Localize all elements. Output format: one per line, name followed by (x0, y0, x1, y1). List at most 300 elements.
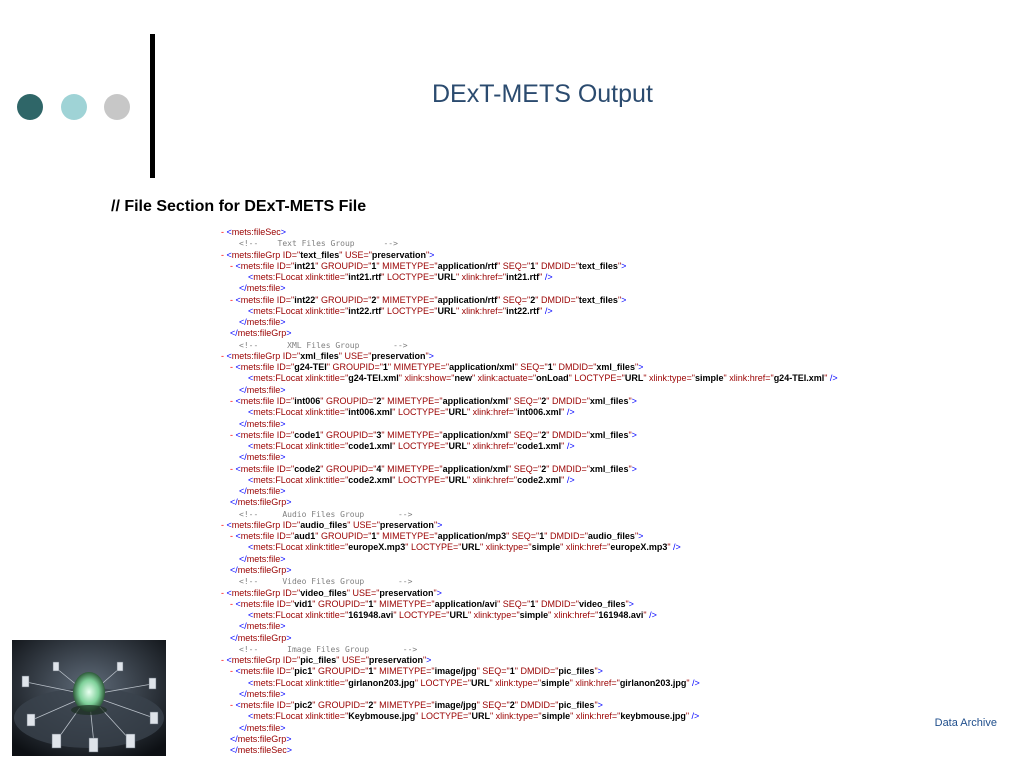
xml-token: xlink:title=" (302, 474, 349, 485)
xml-token: " GROUPID=" (315, 260, 372, 271)
xml-token: xlink:title=" (302, 272, 349, 283)
xml-token: </ (230, 564, 238, 575)
decor-dot-light (61, 94, 87, 120)
xml-token: <!-- Video Files Group --> (239, 577, 413, 587)
xml-token: > (280, 688, 286, 699)
xml-token: " LOCTYPE=" (381, 305, 438, 316)
collapse-toggle[interactable]: - (230, 598, 236, 609)
xml-token: mets:fileGrp (231, 655, 281, 666)
collapse-toggle[interactable]: - (230, 362, 236, 373)
xml-token: " LOCTYPE=" (392, 441, 449, 452)
xml-token: > (597, 700, 603, 711)
xml-token: /> (542, 272, 553, 283)
xml-token: ID=" (274, 700, 295, 711)
xml-token: vid1 (294, 598, 313, 609)
xml-token: application/mp3 (437, 531, 507, 542)
xml-token: " (667, 542, 671, 553)
xml-token: " (634, 362, 639, 373)
xml-token: 1 (371, 260, 377, 271)
xml-line (221, 272, 1011, 283)
xml-token: " LOCTYPE=" (405, 542, 462, 553)
xml-token: 1 (371, 531, 377, 542)
xml-token: > (621, 294, 627, 305)
xml-token: 1 (382, 362, 388, 373)
xml-token: > (286, 745, 293, 756)
xml-token: </ (239, 317, 247, 328)
collapse-toggle[interactable]: - (221, 249, 227, 260)
xml-token: " xlink:href=" (466, 474, 518, 485)
xml-token: ID=" (274, 598, 295, 609)
xml-token: " MIMETYPE=" (373, 700, 435, 711)
xml-token: </ (239, 621, 247, 632)
xml-token: " xlink:href=" (723, 373, 774, 384)
xml-token: < (235, 700, 241, 711)
xml-token: " (561, 474, 565, 485)
xml-token: " xlink:href=" (455, 305, 507, 316)
xml-token: " GROUPID=" (312, 666, 369, 677)
xml-token: > (280, 384, 286, 395)
xml-token: mets:file (246, 722, 281, 733)
xml-token: mets:file (246, 317, 281, 328)
xml-line (221, 711, 1011, 722)
xml-token: ID=" (274, 362, 295, 373)
xml-token: </ (239, 452, 247, 463)
xml-token: > (286, 733, 292, 744)
xml-token: int22 (294, 294, 316, 305)
xml-token: " DMDID=" (544, 531, 588, 542)
xml-token: URL (449, 610, 468, 621)
xml-line (221, 407, 1011, 418)
xml-token: > (280, 722, 286, 733)
xml-token: mets:file (246, 283, 281, 294)
xml-token: > (280, 553, 286, 564)
xml-token: > (280, 317, 286, 328)
collapse-toggle[interactable]: - (230, 294, 236, 305)
xml-token: > (286, 497, 292, 508)
xml-token: " DMDID=" (546, 429, 590, 440)
collapse-toggle[interactable]: - (221, 655, 227, 666)
xml-token: " xlink:href=" (570, 711, 621, 722)
xml-token: </ (239, 486, 247, 497)
xml-token: europeX.mp3 (610, 542, 668, 553)
xml-token: </ (239, 688, 247, 699)
xml-token: xlink:title=" (302, 677, 349, 688)
xml-token: ID=" (274, 395, 295, 406)
xml-token: < (248, 407, 254, 418)
xml-token: " DMDID=" (546, 463, 590, 474)
xml-token: URL (437, 305, 456, 316)
xml-token: < (226, 519, 232, 530)
xml-token: 1 (368, 666, 374, 677)
xml-token: code2 (294, 463, 321, 474)
xml-token: preservation (379, 519, 434, 530)
xml-token: " xlink:href=" (466, 407, 518, 418)
xml-token: /> (564, 474, 575, 485)
xml-line (221, 328, 1011, 339)
xml-token: 1 (547, 362, 553, 373)
xml-token: " GROUPID=" (315, 294, 372, 305)
xml-line (221, 633, 1011, 644)
xml-token: mets:fileSec (231, 227, 281, 237)
xml-token: mets:fileGrp (237, 497, 287, 508)
xml-line (221, 385, 1011, 396)
data-archive-logo: Data Archive (934, 717, 997, 729)
xml-line (221, 430, 1011, 441)
xml-token: < (248, 441, 254, 452)
xml-token: " (594, 666, 598, 677)
xml-line (221, 655, 1011, 666)
xml-token: simple (695, 373, 724, 384)
xml-token: <!-- XML Files Group --> (239, 340, 408, 350)
xml-token: > (286, 328, 292, 339)
xml-token: " GROUPID=" (315, 531, 372, 542)
xml-token: < (235, 666, 241, 677)
xml-token: " (539, 305, 543, 316)
xml-token: URL (471, 711, 490, 722)
xml-listing (221, 227, 1011, 756)
xml-token: " SEQ=" (476, 700, 510, 711)
collapse-toggle[interactable]: - (230, 463, 236, 474)
xml-token: " GROUPID=" (320, 395, 377, 406)
xml-token: URL (624, 373, 644, 384)
xml-token: 1 (530, 598, 536, 609)
xml-token: " (628, 395, 632, 406)
xml-token: int22.rtf (506, 305, 540, 316)
xml-token: g24-TEI.xml (348, 373, 399, 384)
xml-token: " (594, 700, 598, 711)
xml-token: " (643, 610, 647, 621)
xml-token: mets:FLocat (253, 474, 303, 485)
xml-token: " LOCTYPE=" (415, 711, 472, 722)
xml-token: " SEQ=" (508, 463, 542, 474)
xml-token: > (436, 587, 442, 598)
xml-token: " (685, 711, 690, 722)
collapse-toggle[interactable]: - (221, 519, 227, 530)
xml-token: < (235, 260, 241, 271)
xml-line (221, 464, 1011, 475)
xml-token: mets:file (246, 553, 281, 564)
xml-token: mets:file (240, 260, 275, 271)
xml-token: mets:fileGrp (237, 564, 287, 575)
xml-token: ID=" (280, 587, 301, 598)
xml-line (221, 542, 1011, 553)
xml-token: xlink:title=" (302, 441, 349, 452)
xml-token: " MIMETYPE=" (373, 666, 435, 677)
xml-token: 1 (368, 598, 374, 609)
xml-token: " DMDID=" (535, 260, 579, 271)
xml-line (221, 351, 1011, 362)
xml-token: application/xml (442, 463, 509, 474)
xml-token: application/xml (442, 429, 509, 440)
xml-token: < (248, 373, 254, 384)
xml-token: mets:FLocat (253, 373, 303, 384)
xml-token: > (631, 463, 637, 474)
collapse-toggle[interactable]: - (230, 700, 236, 711)
xml-token: ID=" (274, 463, 295, 474)
xml-token: keybmouse.jpg (620, 711, 686, 722)
xml-token: " xlink:type=" (467, 610, 520, 621)
xml-token: mets:file (246, 384, 281, 395)
xml-token: xlink:title=" (302, 305, 349, 316)
xml-token: new (454, 373, 472, 384)
xml-token: < (248, 677, 254, 688)
xml-token: text_files (578, 260, 618, 271)
xml-token: /> (564, 407, 575, 418)
xml-token: ID=" (280, 350, 301, 361)
xml-token: mets:file (246, 486, 281, 497)
xml-token: mets:FLocat (253, 407, 303, 418)
xml-token: int006 (294, 395, 321, 406)
xml-token: /> (827, 373, 838, 384)
xml-token: simple (519, 610, 549, 621)
xml-token: > (280, 452, 286, 463)
xml-token: int006.xml (517, 407, 562, 418)
xml-line (221, 745, 1011, 756)
collapse-toggle[interactable]: - (221, 227, 227, 237)
collapse-toggle[interactable]: - (221, 587, 227, 598)
xml-token: > (638, 531, 644, 542)
xml-token: mets:fileGrp (231, 519, 281, 530)
xml-token: pic_files (300, 655, 337, 666)
collapse-toggle[interactable]: - (230, 666, 236, 677)
xml-token: int22.rtf (348, 305, 382, 316)
xml-token: > (631, 395, 637, 406)
xml-token: URL (437, 272, 456, 283)
xml-token: " GROUPID=" (320, 463, 377, 474)
xml-token: ID=" (274, 666, 295, 677)
xml-token: > (286, 564, 292, 575)
xml-token: URL (448, 441, 467, 452)
xml-line (221, 689, 1011, 700)
xml-token: > (638, 362, 644, 373)
xml-token: <!-- Image Files Group --> (239, 644, 418, 654)
xml-token: int006.xml (348, 407, 393, 418)
xml-token: " SEQ=" (497, 294, 531, 305)
xml-token: <!-- Audio Files Group --> (239, 509, 413, 519)
xml-token: " USE=" (338, 350, 372, 361)
xml-token: application/rtf (437, 260, 498, 271)
xml-token: 2 (509, 700, 515, 711)
xml-token: " (628, 463, 632, 474)
xml-token: application/avi (434, 598, 498, 609)
xml-token: xlink:title=" (302, 711, 349, 722)
xml-token: " LOCTYPE=" (414, 677, 471, 688)
xml-token: " xlink:href=" (560, 542, 611, 553)
xml-line (221, 441, 1011, 452)
collapse-toggle[interactable]: - (230, 395, 236, 406)
xml-token: xlink:title=" (302, 610, 349, 621)
xml-token: " GROUPID=" (320, 429, 377, 440)
xml-token: " (433, 519, 438, 530)
xml-token: " (634, 531, 639, 542)
xml-token: < (248, 305, 254, 316)
xml-token: mets:file (246, 418, 281, 429)
xml-line (221, 554, 1011, 565)
xml-line (221, 475, 1011, 486)
xml-token: < (248, 474, 254, 485)
xml-token: pic_files (558, 700, 595, 711)
xml-token: < (235, 429, 241, 440)
xml-token: /> (670, 542, 681, 553)
xml-token: " SEQ=" (508, 429, 542, 440)
xml-token: mets:file (240, 666, 275, 677)
xml-token: " xlink:href=" (466, 441, 518, 452)
xml-token: " xlink:type=" (489, 677, 542, 688)
xml-token: mets:fileGrp (231, 249, 281, 260)
xml-line (221, 295, 1011, 306)
xml-token: " MIMETYPE=" (376, 531, 438, 542)
xml-token: mets:file (240, 294, 275, 305)
xml-token: 1 (530, 260, 536, 271)
xml-token: " xlink:href=" (548, 610, 599, 621)
xml-token: < (226, 227, 232, 237)
xml-token: xml_files (589, 463, 629, 474)
collapse-toggle[interactable]: - (230, 429, 236, 440)
xml-token: int21 (294, 260, 316, 271)
xml-token: > (621, 260, 627, 271)
xml-token: </ (230, 328, 238, 339)
section-heading: // File Section for DExT-METS File (111, 198, 367, 215)
xml-line (221, 396, 1011, 407)
xml-token: girlanon203.jpg (348, 677, 415, 688)
xml-token: URL (470, 677, 490, 688)
xml-line (221, 666, 1011, 677)
xml-token: < (248, 610, 254, 621)
collapse-toggle[interactable]: - (230, 531, 236, 542)
xml-token: " DMDID=" (514, 700, 559, 711)
xml-token: pic2 (294, 700, 313, 711)
xml-line (221, 261, 1011, 272)
xml-token: g24-TEI.xml (773, 373, 825, 384)
xml-token: " (617, 294, 622, 305)
xml-token: < (248, 542, 254, 553)
xml-token: < (226, 350, 232, 361)
xml-token: " USE=" (346, 587, 380, 598)
xml-line (221, 734, 1011, 745)
xml-token: </ (239, 418, 247, 429)
xml-token: " GROUPID=" (312, 700, 369, 711)
xml-line (221, 486, 1011, 497)
xml-token: " SEQ=" (506, 531, 540, 542)
xml-token: pic1 (294, 666, 313, 677)
xml-token: < (226, 655, 232, 666)
xml-token: </ (239, 283, 247, 294)
xml-token: mets:fileGrp (231, 350, 281, 361)
xml-token: mets:file (240, 463, 275, 474)
decor-dot-dark (17, 94, 43, 120)
xml-line (221, 362, 1011, 373)
xml-token: " DMDID=" (552, 362, 597, 373)
slide-title: DExT-METS Output (432, 80, 653, 108)
xml-token: " DMDID=" (514, 666, 559, 677)
xml-token: mets:file (240, 395, 275, 406)
xml-token: " (425, 350, 429, 361)
collapse-toggle[interactable]: - (230, 260, 236, 271)
xml-line (221, 576, 1011, 587)
xml-line (221, 250, 1011, 261)
xml-token: > (426, 655, 432, 666)
xml-line (221, 340, 1011, 351)
xml-line (221, 419, 1011, 430)
xml-token: " USE=" (347, 519, 380, 530)
xml-token: " LOCTYPE=" (381, 272, 438, 283)
xml-token: code1.xml (517, 441, 562, 452)
xml-token: " (539, 272, 543, 283)
xml-token: " (628, 429, 632, 440)
xml-token: < (248, 711, 254, 722)
xml-token: preservation (371, 249, 426, 260)
xml-token: application/xml (449, 362, 515, 373)
xml-token: mets:fileSec (237, 745, 287, 756)
decor-dot-gray (104, 94, 130, 120)
xml-token: " LOCTYPE=" (392, 474, 449, 485)
xml-token: mets:FLocat (253, 305, 303, 316)
xml-token: " xlink:type=" (643, 373, 695, 384)
xml-token: g24-TEI (294, 362, 327, 373)
xml-token: audio_files (300, 519, 348, 530)
xml-token: mets:FLocat (253, 542, 303, 553)
xml-token: < (235, 531, 241, 542)
xml-token: mets:file (246, 621, 281, 632)
xml-token: < (226, 587, 232, 598)
xml-token: > (628, 598, 634, 609)
xml-token: ID=" (280, 249, 301, 260)
xml-token: " MIMETYPE=" (381, 463, 443, 474)
xml-token: ID=" (274, 294, 295, 305)
collapse-toggle[interactable]: - (221, 350, 227, 361)
xml-token: simple (541, 677, 570, 688)
xml-token: " (561, 407, 565, 418)
xml-line (221, 227, 1011, 238)
network-hub-illustration (12, 640, 166, 756)
xml-token: image/jpg (434, 700, 477, 711)
xml-token: xlink:title=" (302, 407, 349, 418)
xml-token: text_files (300, 249, 340, 260)
xml-token: 2 (541, 395, 547, 406)
xml-token: mets:file (246, 688, 281, 699)
xml-token: 2 (541, 463, 547, 474)
xml-token: > (428, 350, 434, 361)
xml-token: mets:FLocat (253, 441, 303, 452)
xml-token: < (235, 362, 241, 373)
xml-line (221, 283, 1011, 294)
xml-token: " (625, 598, 629, 609)
xml-line (221, 497, 1011, 508)
xml-line (221, 565, 1011, 576)
xml-token: ID=" (274, 531, 295, 542)
xml-token: preservation (379, 587, 434, 598)
xml-token: " MIMETYPE=" (381, 395, 443, 406)
xml-token: " (824, 373, 828, 384)
xml-token: preservation (368, 655, 423, 666)
xml-line (221, 317, 1011, 328)
xml-token: application/xml (442, 395, 509, 406)
xml-token: /> (564, 441, 575, 452)
xml-token: xlink:title=" (302, 542, 349, 553)
xml-token: > (429, 249, 435, 260)
xml-token: URL (461, 542, 480, 553)
xml-token: mets:file (240, 362, 275, 373)
xml-token: < (235, 294, 241, 305)
xml-token: " LOCTYPE=" (568, 373, 625, 384)
xml-token: code2.xml (348, 474, 393, 485)
xml-token: 2 (541, 429, 547, 440)
xml-token: " MIMETYPE=" (376, 294, 438, 305)
xml-token: </ (230, 745, 238, 756)
xml-token: " DMDID=" (535, 598, 579, 609)
xml-token: simple (531, 542, 561, 553)
xml-line (221, 610, 1011, 621)
